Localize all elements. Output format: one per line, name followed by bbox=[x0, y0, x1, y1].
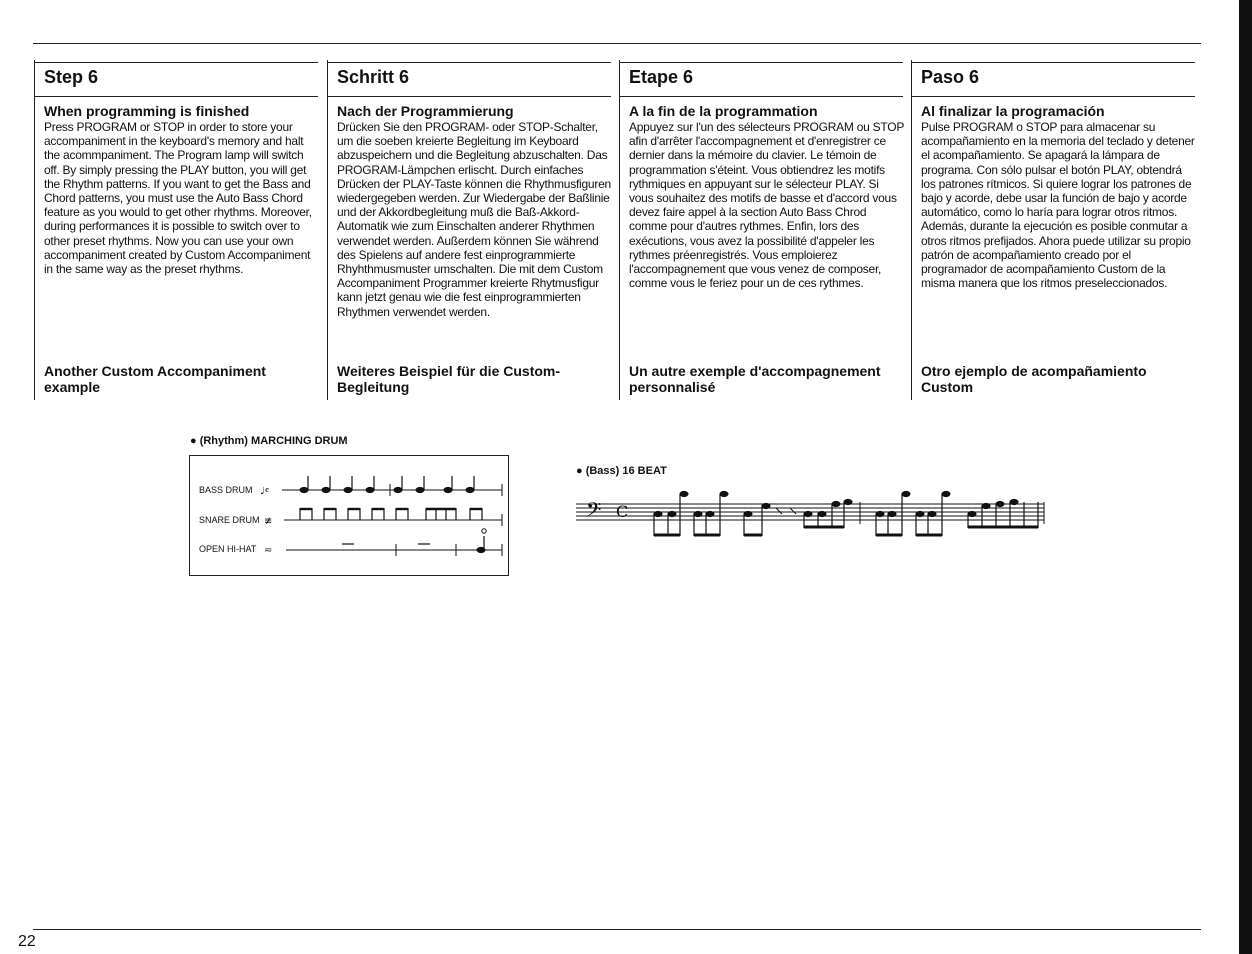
column-divider bbox=[34, 60, 35, 400]
body-text: Drücken Sie den PROGRAM- oder STOP-Schalter, um die soeben kreierte Begleitung im Keyboard abzuspeichern und die Begleitung abzuschalten. Das PROGRAM-Lämpchen erlischt. Durch einfaches Drücken der PLAY-Taste können die Rhythmusfiguren wiedergegeben werden. Zur Wiedergabe der Baßlinie und der Akkordbegleitung muß die Baß-Akkord-Automatik wie zum Einschalten anderer Rhythmen verwendet werden. Außerdem können Sie während des Spielens auf andere fest einprogrammierte Rhyhthmusmuster umschalten. Die mit dem Custom Accompaniment Programmer kreierte Rhytmusfigur kann jetzt genau wie die fest einprogrammierten Rhythmen verwendet werden. bbox=[337, 120, 611, 319]
svg-text:♩𝄴: ♩𝄴 bbox=[260, 486, 270, 497]
heading-rule-top bbox=[619, 62, 903, 63]
bottom-rule bbox=[33, 929, 1201, 930]
rhythm-example-title: ● (Rhythm) MARCHING DRUM bbox=[190, 435, 348, 447]
section-subheading: Nach der Programmierung bbox=[337, 103, 514, 119]
step-heading: Paso 6 bbox=[921, 67, 980, 87]
step-heading: Step 6 bbox=[44, 67, 99, 87]
bass-drum-label: BASS DRUM bbox=[199, 485, 253, 495]
heading-rule-bottom bbox=[911, 96, 1195, 97]
rhythm-notation-box bbox=[189, 455, 509, 576]
section-subheading: A la fin de la programmation bbox=[629, 103, 818, 119]
body-text: Press PROGRAM or STOP in order to store your accompaniment in the keyboard's memory and halt the acommpaniment. The Program lamp will switch off. By simply pressing the PLAY button, you will get the Rhythm patterns. If you want to get the Bass and Chord patterns, you must use the Auto Bass Chord feature as you would to get other rhythms. Moreover, during performances it is possible to switch over to other preset rhythms. Now you can use your own accompaniment created by Custom Accompaniment in the same way as the preset rhythms. bbox=[44, 120, 312, 277]
body-text: Pulse PROGRAM o STOP para almacenar su acompañamiento en la memoria del teclado y detener el acompañamiento. Se apagará la lámpara de programa. Con sólo pulsar el botón PLAY, obtendrá los patrones rítmicos. Si quiere lograr los patrones de bajo y acorde, debe usar la función de bajo y acorde automático, como lo haría para lograr otros ritmos. Además, durante la ejecución es posible conmutar a otros ritmos prefijados. Ahora puede utilizar su propio patrón de acompañamiento creado por el programador de acompañamiento Custom de la misma manera que los ritmos preseleccionados. bbox=[921, 120, 1195, 291]
heading-rule-top bbox=[34, 62, 318, 63]
heading-rule-bottom bbox=[619, 96, 903, 97]
example-heading: Weiteres Beispiel für die Custom-Begleitung bbox=[337, 363, 561, 395]
heading-rule-top bbox=[911, 62, 1195, 63]
example-heading: Another Custom Accompaniment example bbox=[44, 363, 266, 395]
example-heading: Un autre exemple d'accompagnement personnalisé bbox=[629, 363, 881, 395]
section-subheading: Al finalizar la programación bbox=[921, 103, 1105, 119]
bass-drum-staff bbox=[260, 476, 502, 497]
svg-text:≢: ≢ bbox=[264, 516, 273, 527]
column-divider bbox=[619, 60, 620, 400]
step-heading: Schritt 6 bbox=[337, 67, 410, 87]
drum-notation-graphic bbox=[190, 456, 508, 575]
heading-rule-top bbox=[327, 62, 611, 63]
body-text: Appuyez sur l'un des sélecteurs PROGRAM ou STOP afin d'arrêter l'accompagnement et d'enregistrer ce dernier dans la mémoire du clavier. Le témoin de programmation s'éteint. Vous obtiendrez les motifs rythmiques en appuyant sur le sélecteur PLAY. Si vous souhaitez des motifs de basse et d'accord vous devez faire appel à la section Auto Bass Chrod comme pour d'autres rythmes. Enfin, lors des exécutions, vous avez la possibilité d'appeler les rythmes préenregistrés. Vous emploierez l'accompagnement que vous venez de composer, comme vous le feriez pour un de ces rythmes. bbox=[629, 120, 904, 291]
open-hihat-label: OPEN HI-HAT bbox=[199, 544, 257, 554]
snare-drum-staff bbox=[264, 508, 502, 527]
heading-rule-bottom bbox=[34, 96, 318, 97]
example-heading: Otro ejemplo de acompañamiento Custom bbox=[921, 363, 1147, 395]
section-subheading: When programming is finished bbox=[44, 103, 250, 119]
heading-rule-bottom bbox=[327, 96, 611, 97]
top-rule bbox=[33, 43, 1201, 44]
page-edge bbox=[1233, 0, 1252, 954]
bass-note-beams bbox=[654, 527, 1038, 535]
column-divider bbox=[327, 60, 328, 400]
common-time-icon: C bbox=[616, 502, 629, 521]
step-heading: Etape 6 bbox=[629, 67, 694, 87]
svg-text:≂: ≂ bbox=[264, 545, 273, 556]
open-hihat-staff bbox=[264, 529, 502, 556]
snare-drum-label: SNARE DRUM bbox=[199, 515, 260, 525]
bass-clef-icon: 𝄢 bbox=[586, 498, 602, 526]
column-divider bbox=[911, 60, 912, 400]
bass-example-title: ● (Bass) 16 BEAT bbox=[576, 465, 667, 477]
bass-notation-graphic bbox=[576, 484, 1046, 544]
page-number: 22 bbox=[18, 933, 36, 950]
